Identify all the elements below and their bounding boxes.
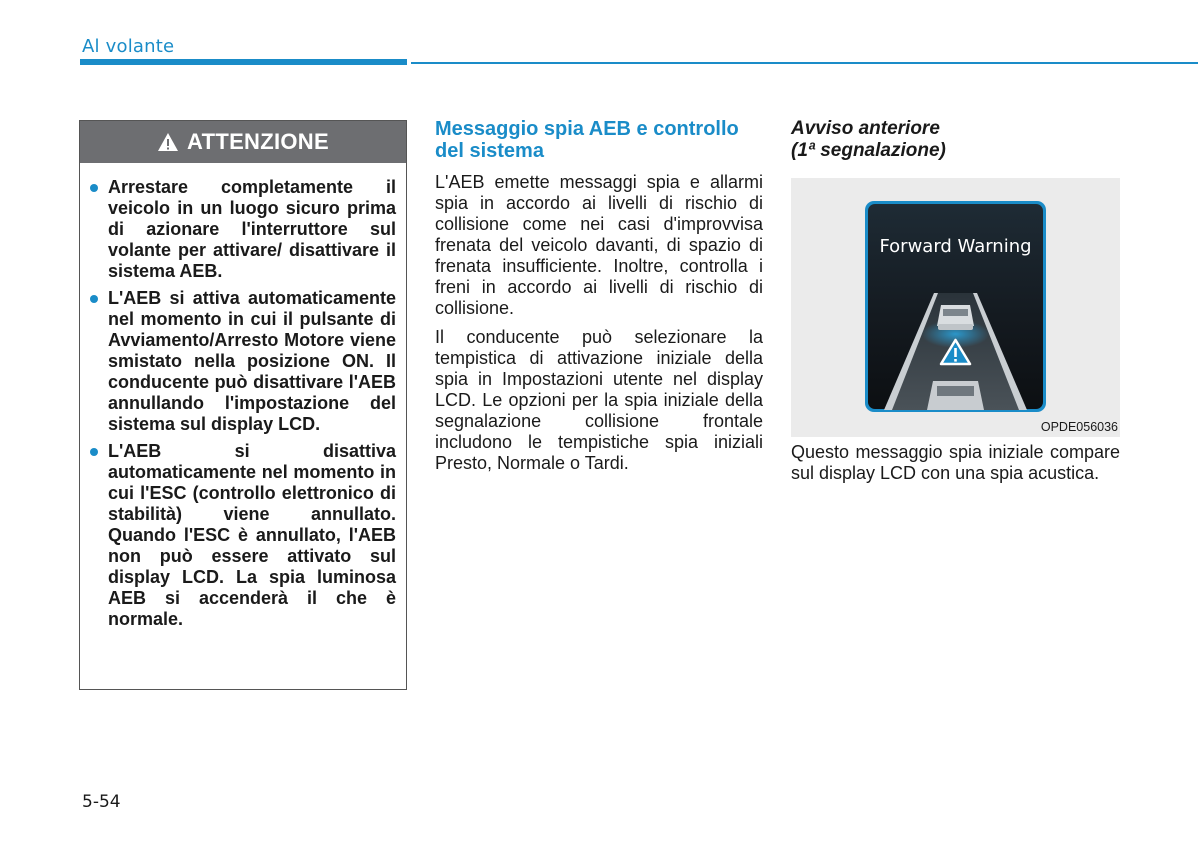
front-car-icon [937, 305, 974, 330]
section-heading: Messaggio spia AEB e controllo del sistema [435, 118, 739, 162]
warning-item: L'AEB si attiva automaticamente nel momento in cui il pulsante di Avviamento/Arresto Motore viene smistato nella posizione ON. Il conducente può disattivare l'AEB annullando l'impostazione del sistema sul display LCD. [90, 288, 396, 435]
subheading-line-2: (1ª segnalazione) [791, 140, 946, 161]
lcd-message-text: Forward Warning [879, 236, 1032, 257]
own-car-icon [927, 381, 984, 410]
warning-item: Arrestare completamente il veicolo in un luogo sicuro prima di azionare l'interruttore sul volante per attivare/ disattivare il sistema AEB. [90, 177, 396, 282]
header-rule-thick [80, 59, 407, 65]
figure-caption: Questo messaggio spia iniziale compare sul display LCD con una spia acustica. [791, 442, 1120, 483]
subheading-line-1: Avviso anteriore [791, 118, 940, 139]
header-rule-thin [411, 62, 1198, 64]
body-paragraph: Il conducente può selezionare la tempistica di attivazione iniziale della spia in Impostazioni utente nel display LCD. Le opzioni per la spia iniziale della segnalazione collisione frontale includono le tempistiche spia iniziali Presto, Normale o Tardi. [435, 327, 763, 473]
warning-list [80, 163, 406, 630]
figure-code: OPDE056036 [1040, 420, 1118, 434]
warning-item: L'AEB si disattiva automaticamente nel momento in cui l'ESC (controllo elettronico di stabilità) viene annullato. Quando l'ESC è annullato, l'AEB non può essere attivato sul display LCD. La spia luminosa AEB si accenderà il che è normale. [90, 441, 396, 630]
right-column [791, 118, 1120, 162]
figure-lcd [791, 178, 1120, 437]
body-paragraph: L'AEB emette messaggi spia e allarmi spia in accordo ai livelli di rischio di collisione come nei casi d'improvvisa frenata del veicolo davanti, di spazio di frenata insufficiente. Inoltre, controlla i freni in accordo ai livelli di rischio di collisione. [435, 172, 763, 318]
section-title: Al volante [82, 36, 175, 57]
warning-box [79, 120, 407, 690]
warning-title: ATTENZIONE [187, 129, 329, 154]
lcd-display-illustration [791, 178, 1120, 437]
warning-header [80, 121, 406, 163]
middle-column [435, 118, 763, 482]
page-number: 5-54 [82, 792, 121, 812]
warning-triangle-icon [157, 132, 179, 152]
